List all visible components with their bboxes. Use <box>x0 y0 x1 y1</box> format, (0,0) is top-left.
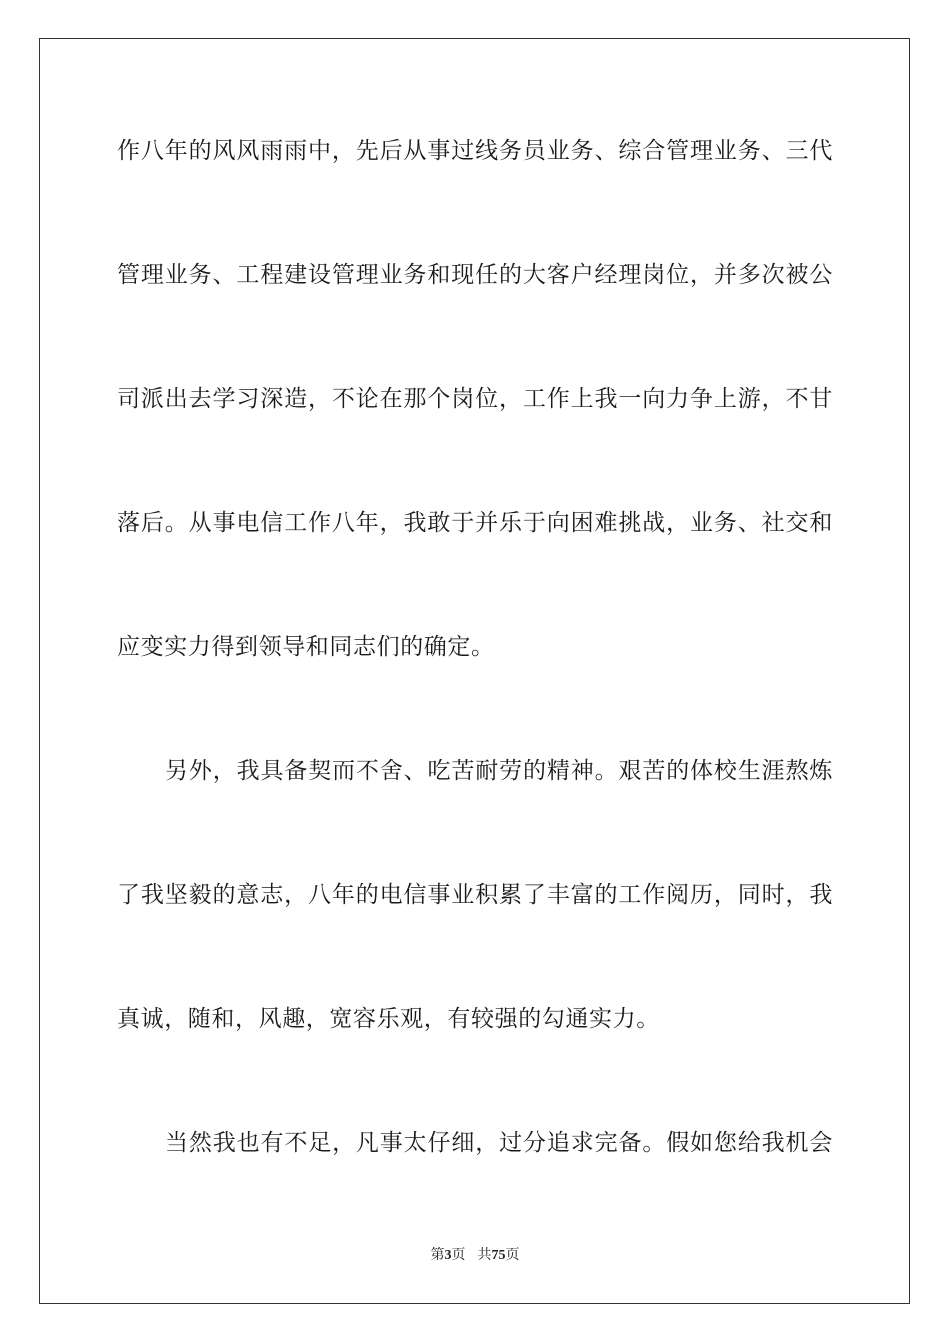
paragraph-first-line: 另外，我具备契而不舍、吃苦耐劳的精神。艰苦的体校生涯熬炼 <box>165 758 833 784</box>
body-text-line: 作八年的风风雨雨中，先后从事过线务员业务、综合管理业务、三代 <box>117 138 833 164</box>
total-prefix: 共 <box>477 1248 492 1263</box>
body-text-line: 真诚，随和，风趣，宽容乐观，有较强的勾通实力。 <box>117 1006 660 1032</box>
body-text-line: 了我坚毅的意志，八年的电信事业积累了丰富的工作阅历，同时，我 <box>117 882 833 908</box>
page-footer <box>0 1247 950 1265</box>
page-prefix: 第 <box>430 1248 445 1263</box>
paragraph-first-line: 当然我也有不足，凡事太仔细，过分追求完备。假如您给我机会 <box>165 1130 833 1156</box>
page-number: 3 <box>444 1248 452 1263</box>
page-border <box>39 38 910 1304</box>
page-suffix: 页 <box>451 1248 466 1263</box>
total-suffix: 页 <box>505 1248 520 1263</box>
body-text-line: 应变实力得到领导和同志们的确定。 <box>117 634 495 660</box>
body-text-line: 管理业务、工程建设管理业务和现任的大客户经理岗位，并多次被公 <box>117 262 833 288</box>
total-pages: 75 <box>491 1248 506 1263</box>
body-text-line: 司派出去学习深造，不论在那个岗位，工作上我一向力争上游，不甘 <box>117 386 833 412</box>
body-text-line: 落后。从事电信工作八年，我敢于并乐于向困难挑战，业务、社交和 <box>117 510 833 536</box>
